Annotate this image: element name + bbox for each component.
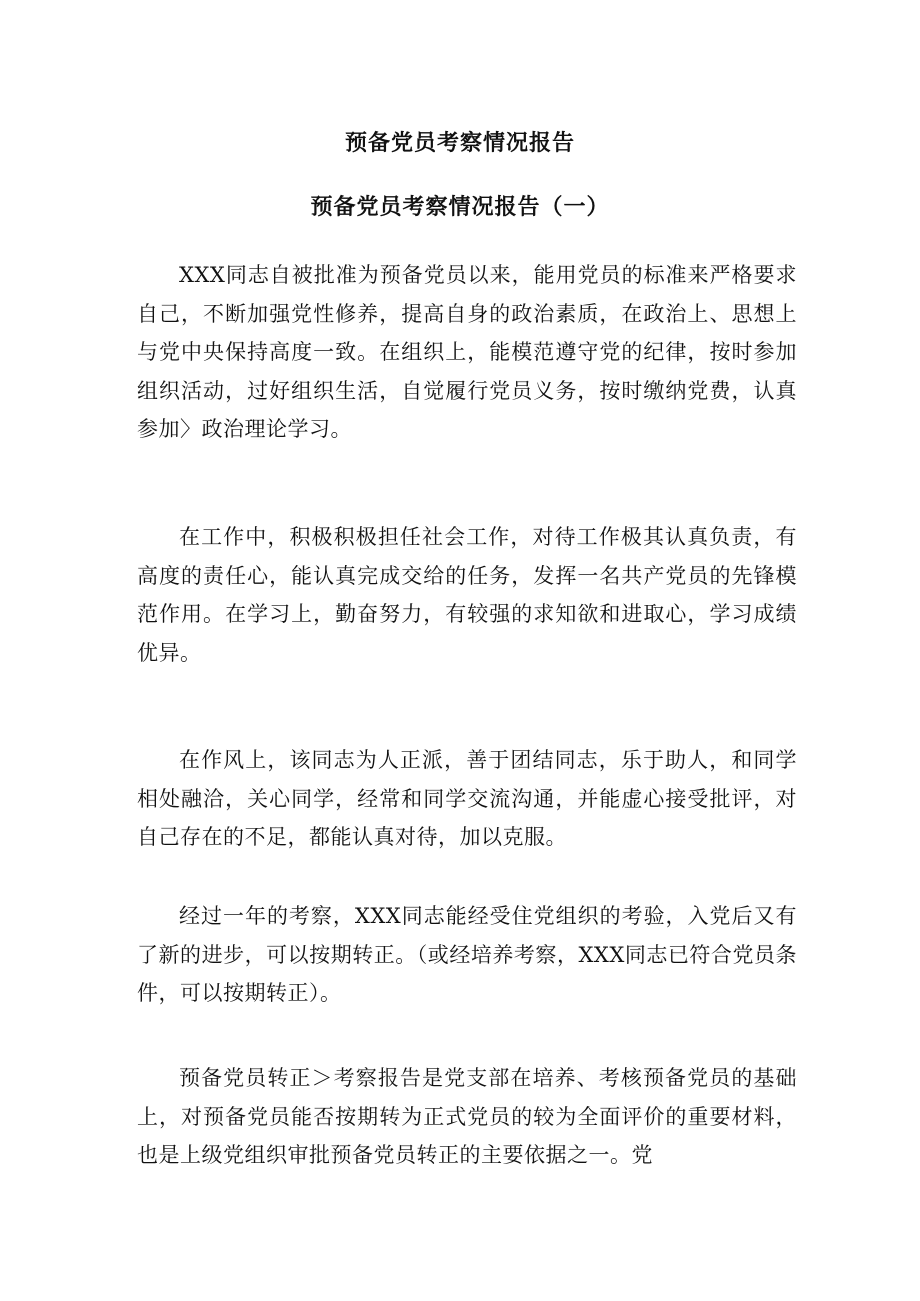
document-subtitle: 预备党员考察情况报告（一） xyxy=(310,194,610,220)
paragraph-4: 经过一年的考察，XXX同志能经受住党组织的考验，入党后又有了新的进步，可以按期转正。（或经培养考察，XXX同志已符合党员条件，可以按期转正）。 xyxy=(137,904,797,1005)
document-title: 预备党员考察情况报告 xyxy=(344,130,575,156)
paragraph-5: 预备党员转正＞考察报告是党支部在培养、考核预备党员的基础上，对预备党员能否按期转为正式党员的较为全面评价的重要材料，也是上级党组织审批预备党员转正的主要依据之一。党 xyxy=(137,1066,797,1167)
paragraph-1: XXX同志自被批准为预备党员以来，能用党员的标准来严格要求自己，不断加强党性修养，提高自身的政治素质，在政治上、思想上与党中央保持高度一致。在组织上，能模范遵守党的纪律，按时参加组织活动，过好组织生活，自觉履行党员义务，按时缴纳党费，认真参加〉政治理论学习。 xyxy=(137,263,797,441)
paragraph-2: 在工作中，积极积极担任社会工作，对待工作极其认真负责，有高度的责任心，能认真完成交给的任务，发挥一名共产党员的先锋模范作用。在学习上，勤奋努力，有较强的求知欲和进取心，学习成绩优异。 xyxy=(137,525,797,665)
paragraph-3: 在作风上，该同志为人正派，善于团结同志，乐于助人，和同学相处融洽，关心同学，经常和同学交流沟通，并能虚心接受批评，对自己存在的不足，都能认真对待，加以克服。 xyxy=(137,748,797,849)
